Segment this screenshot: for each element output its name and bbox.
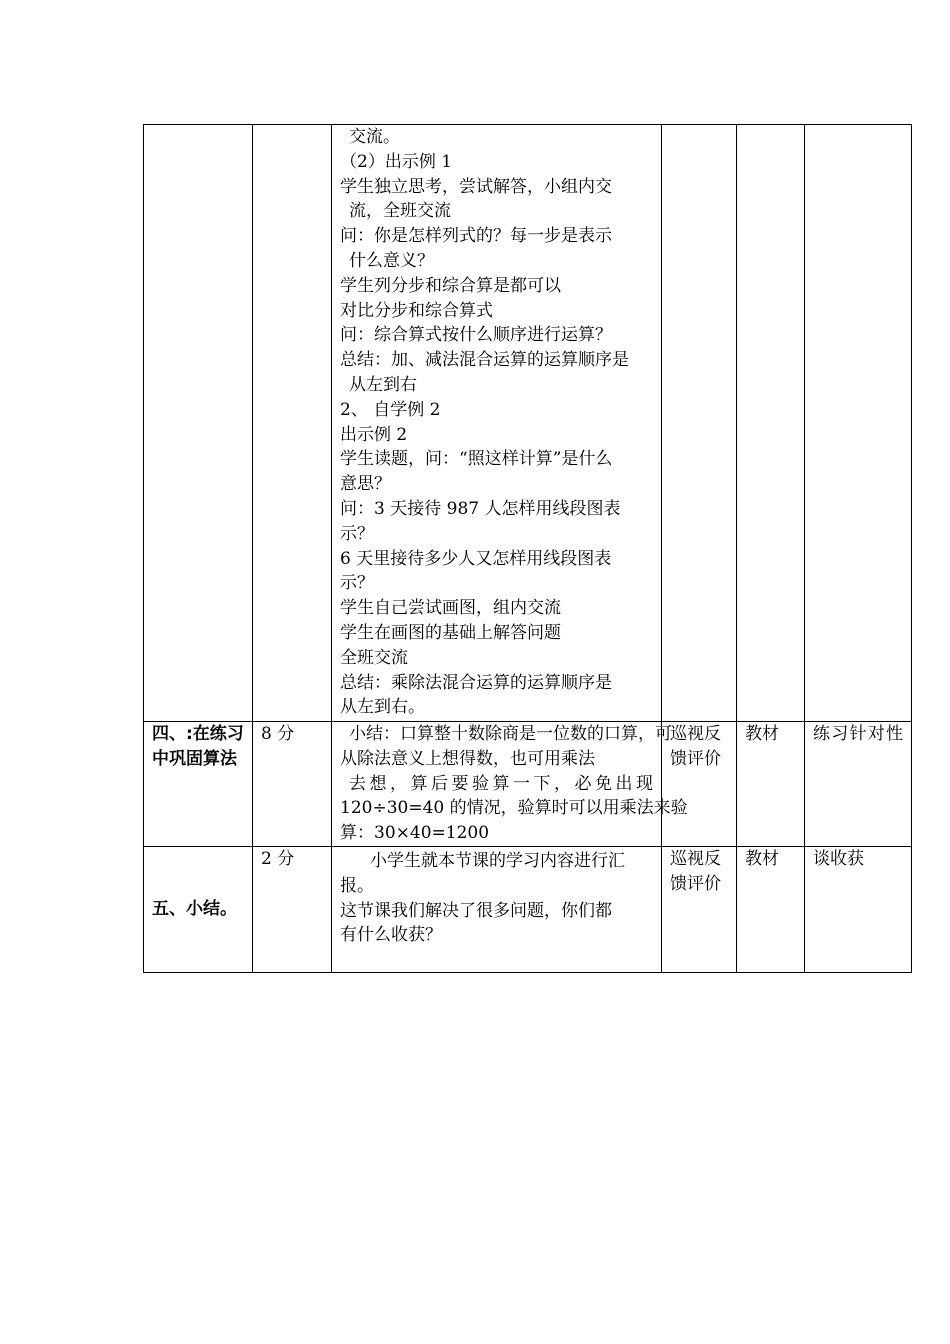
- process-line: 小结：口算整十数除商是一位数的口算，可: [349, 724, 672, 744]
- process-line: 出示例 2: [340, 424, 408, 445]
- step-cell: 四、:在练习中巩固算法: [144, 722, 253, 847]
- intent-cell: [805, 722, 912, 847]
- process-line: 从左到右: [349, 374, 417, 395]
- table-row: [144, 722, 912, 847]
- process-line: 学生读题，问：“照这样计算”是什么: [340, 449, 613, 470]
- process-line: 小学生就本节课的学习内容进行汇: [370, 851, 625, 871]
- resource-cell: 教材: [737, 847, 805, 973]
- process-line: 对比分步和综合算式: [340, 300, 493, 321]
- process-line: 从左到右。: [340, 697, 425, 718]
- process-line: 120÷30=40 的情况，验算时可以用乘法来验: [340, 798, 688, 819]
- process-line: 2、 自学例 2: [340, 399, 441, 420]
- table-row: [144, 847, 912, 973]
- process-line: 意思？: [340, 474, 391, 495]
- method-cell: 巡视反馈评价: [662, 847, 737, 973]
- method-cell: [662, 125, 737, 722]
- step-text: 五、小结。: [152, 899, 237, 919]
- process-line: 全班交流: [340, 647, 408, 668]
- method-cell: 巡视反馈评价: [662, 722, 737, 847]
- table-row: [144, 125, 912, 722]
- process-line: 去想，算后要验算一下，必免出现: [349, 773, 653, 794]
- process-line: 示？: [340, 573, 374, 594]
- resource-cell: [737, 125, 805, 722]
- time-cell: [253, 125, 332, 722]
- process-line: 从除法意义上想得数，也可用乘法: [340, 748, 595, 769]
- process-line: 学生独立思考，尝试解答，小组内交: [340, 176, 612, 197]
- process-line: 问：综合算式按什么顺序进行运算？: [340, 325, 612, 346]
- process-line: 6 天里接待多少人又怎样用线段图表: [340, 548, 612, 569]
- process-line: （2）出示例 1: [340, 151, 453, 172]
- process-cell: [332, 722, 688, 847]
- process-line: 学生自己尝试画图，组内交流: [340, 598, 561, 619]
- step-cell: [144, 125, 253, 722]
- process-line: 问：3 天接待 987 人怎样用线段图表: [340, 498, 621, 519]
- process-line: 总结：乘除法混合运算的运算顺序是: [340, 672, 612, 693]
- process-line: 这节课我们解决了很多问题，你们都: [340, 900, 612, 921]
- process-line: 问：你是怎样列式的？每一步是表示: [340, 226, 612, 247]
- process-cell: [332, 125, 662, 722]
- process-line: 学生列分步和综合算是都可以: [340, 275, 561, 296]
- process-line: 流，全班交流: [349, 201, 451, 222]
- lesson-plan-table: [143, 124, 912, 973]
- process-line: 有什么收获？: [340, 925, 442, 946]
- resource-cell: 教材: [737, 722, 805, 847]
- step-cell: [144, 847, 253, 973]
- process-cell: [332, 847, 662, 973]
- process-line: 学生在画图的基础上解答问题: [340, 622, 561, 643]
- process-line: 总结：加、减法混合运算的运算顺序是: [340, 350, 629, 371]
- intent-cell: [805, 125, 912, 722]
- process-line: 什么意义？: [349, 250, 434, 271]
- intent-text: 练习针对性: [813, 724, 903, 744]
- process-line: 示？: [340, 523, 374, 544]
- process-line: 交流。: [349, 127, 400, 147]
- time-cell: 8 分: [253, 722, 332, 847]
- process-line: 算：30×40=1200: [340, 823, 490, 844]
- time-cell: 2 分: [253, 847, 332, 973]
- intent-cell: 谈收获: [805, 847, 912, 973]
- process-line: 报。: [340, 875, 374, 896]
